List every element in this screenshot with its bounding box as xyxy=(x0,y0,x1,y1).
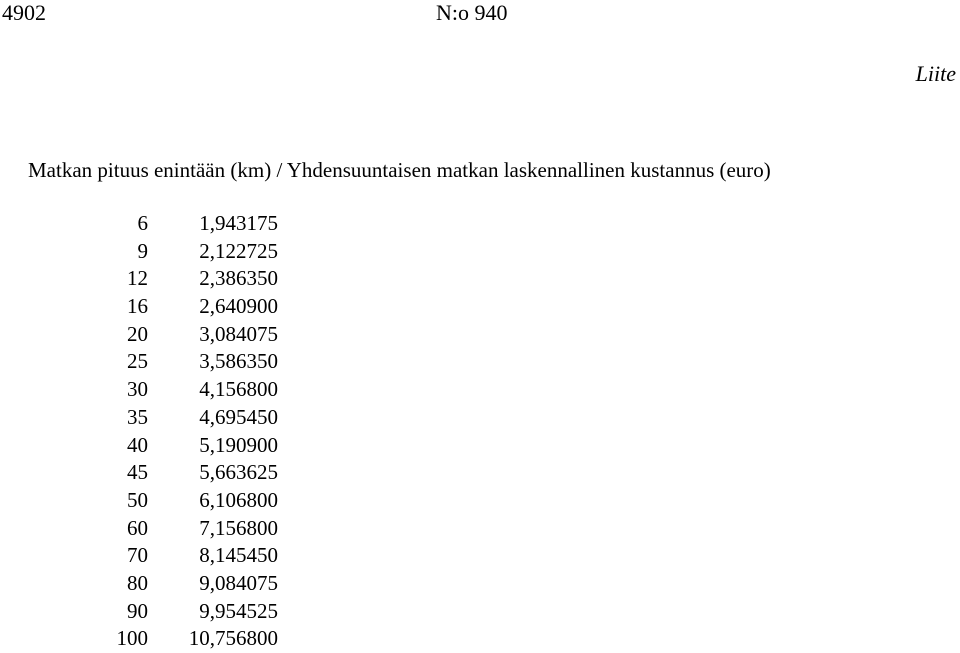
cost-cell: 6,106800 xyxy=(199,487,278,512)
table-row xyxy=(0,265,300,293)
distance-cell: 6 xyxy=(137,211,148,235)
distance-cell: 60 xyxy=(127,515,148,540)
table-row xyxy=(0,570,300,598)
distance-cell: 80 xyxy=(127,570,148,595)
cost-cell: 3,586350 xyxy=(199,349,278,374)
distance-cell: 90 xyxy=(127,598,148,623)
cost-cell: 8,145450 xyxy=(199,543,278,568)
table-row xyxy=(0,598,300,626)
distance-cell: 70 xyxy=(127,543,148,568)
table-row xyxy=(0,542,300,570)
table-row xyxy=(0,432,300,460)
distance-cell: 45 xyxy=(127,460,148,485)
table-row xyxy=(0,625,300,653)
cost-cell: 2,122725 xyxy=(199,238,278,263)
table-row xyxy=(0,321,300,349)
distance-cell: 30 xyxy=(127,377,148,402)
table-row xyxy=(0,210,300,238)
appendix-label: Liite xyxy=(915,61,956,86)
cost-cell: 3,084075 xyxy=(199,321,278,346)
cost-cell: 5,663625 xyxy=(199,460,278,485)
table-row xyxy=(0,348,300,376)
cost-cell: 10,756800 xyxy=(188,626,278,651)
table-row xyxy=(0,515,300,543)
distance-cell: 12 xyxy=(127,266,148,291)
distance-cell: 16 xyxy=(127,294,148,319)
cost-cell: 9,954525 xyxy=(199,598,278,623)
table-heading: Matkan pituus enintään (km) / Yhdensuuntaisen matkan laskennallinen kustannus (euro) xyxy=(28,158,771,182)
page-number: 4902 xyxy=(2,0,46,25)
table-row xyxy=(0,238,300,266)
cost-cell: 2,386350 xyxy=(199,266,278,291)
table-row xyxy=(0,404,300,432)
cost-cell: 4,695450 xyxy=(199,404,278,429)
distance-cell: 9 xyxy=(137,238,148,263)
cost-cell: 5,190900 xyxy=(199,432,278,457)
table-row xyxy=(0,376,300,404)
cost-cell: 7,156800 xyxy=(199,515,278,540)
table-row xyxy=(0,459,300,487)
cost-cell: 9,084075 xyxy=(199,570,278,595)
table-row xyxy=(0,293,300,321)
distance-cell: 20 xyxy=(127,321,148,346)
issue-number: N:o 940 xyxy=(436,0,508,25)
cost-cell: 1,943175 xyxy=(199,211,278,235)
distance-cell: 50 xyxy=(127,487,148,512)
distance-cell: 25 xyxy=(127,349,148,374)
cost-cell: 2,640900 xyxy=(199,294,278,319)
distance-cell: 35 xyxy=(127,404,148,429)
cost-cell: 4,156800 xyxy=(199,377,278,402)
distance-cost-table xyxy=(0,210,300,653)
distance-cell: 100 xyxy=(116,626,148,651)
distance-cell: 40 xyxy=(127,432,148,457)
table-row xyxy=(0,487,300,515)
